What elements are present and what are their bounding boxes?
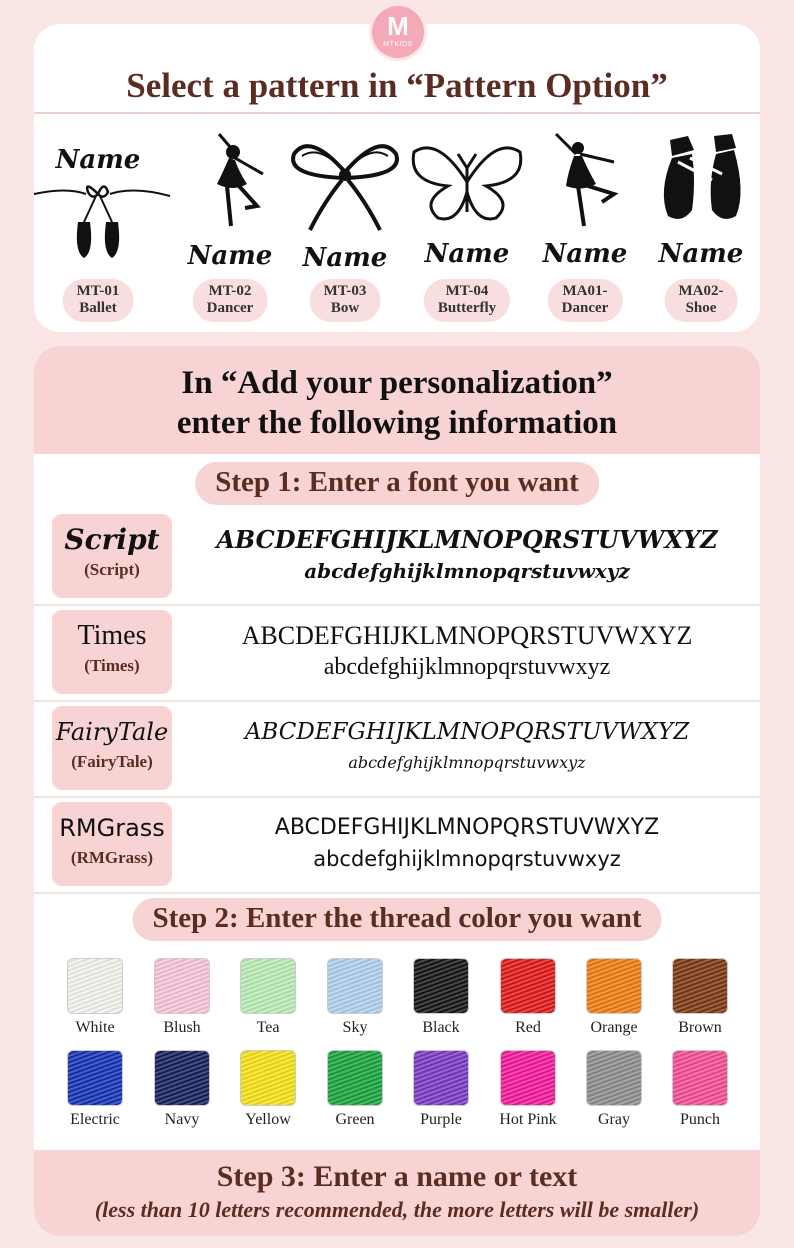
- pattern-option-mt02[interactable]: [171, 132, 289, 322]
- brand-logo: [372, 6, 424, 58]
- thread-spool-icon: [67, 1050, 123, 1106]
- pattern-pill: MT-01 Ballet: [63, 279, 134, 322]
- color-swatch-tea[interactable]: [233, 958, 303, 1038]
- thread-spool-icon: [240, 1050, 296, 1106]
- color-swatch-green[interactable]: [320, 1050, 390, 1130]
- step2-label: Step 2: Enter the thread color you want: [133, 898, 662, 941]
- pointe-shoes-icon: [642, 132, 760, 272]
- separator: [34, 604, 760, 606]
- pattern-option-mt03[interactable]: [286, 132, 404, 322]
- dancer-icon: [171, 132, 289, 272]
- pattern-option-mt01[interactable]: [39, 132, 157, 322]
- color-name: Purple: [420, 1111, 462, 1128]
- step3-section: [34, 1150, 760, 1236]
- thread-spool-icon: [154, 1050, 210, 1106]
- thread-spool-icon: [240, 958, 296, 1014]
- svg-text:Name: Name: [55, 145, 141, 175]
- thread-spool-icon: [154, 958, 210, 1014]
- color-name: Orange: [590, 1019, 638, 1036]
- svg-text:Name: Name: [542, 239, 628, 269]
- personalization-card: [34, 346, 760, 1236]
- personalization-heading: In “Add your personalization” enter the following information: [34, 346, 760, 454]
- step3-label: Step 3: Enter a name or text: [216, 1160, 578, 1193]
- color-swatch-navy[interactable]: [147, 1050, 217, 1130]
- thread-spool-icon: [586, 958, 642, 1014]
- font-sample: ABCDEFGHIJKLMNOPQRSTUVWXYZ abcdefghijklmnopqrstuvwxyz: [241, 621, 693, 680]
- font-sample: ABCDEFGHIJKLMNOPQRSTUVWXYZ abcdefghijklmnopqrstuvwxyz: [244, 719, 690, 772]
- color-name: Brown: [678, 1019, 722, 1036]
- pattern-pill: MA01- Dancer: [548, 279, 623, 322]
- color-swatch-punch[interactable]: [665, 1050, 735, 1130]
- pattern-option-ma02[interactable]: [642, 132, 760, 322]
- color-swatch-black[interactable]: [406, 958, 476, 1038]
- font-label: FairyTale (FairyTale): [52, 706, 172, 790]
- color-name: Green: [335, 1111, 375, 1128]
- thread-spool-icon: [413, 958, 469, 1014]
- font-sample: ABCDEFGHIJKLMNOPQRSTUVWXYZ abcdefghijklmnopqrstuvwxyz: [274, 815, 660, 871]
- pattern-option-mt04[interactable]: [408, 132, 526, 322]
- pattern-pill: MA02- Shoe: [665, 279, 738, 322]
- color-swatch-blush[interactable]: [147, 958, 217, 1038]
- separator: [34, 796, 760, 798]
- font-option-rmgrass[interactable]: [52, 802, 742, 886]
- pattern-pill: MT-02 Dancer: [193, 279, 268, 322]
- brand-name: MTKIDS: [383, 41, 413, 48]
- thread-spool-icon: [500, 1050, 556, 1106]
- dancer-icon: [526, 132, 644, 272]
- font-label: Script (Script): [52, 514, 172, 598]
- font-sample: ABCDEFGHIJKLMNOPQRSTUVWXYZ abcdefghijklmnopqrstuvwxyz: [216, 525, 718, 583]
- color-name: Blush: [163, 1019, 201, 1036]
- thread-spool-icon: [500, 958, 556, 1014]
- thread-spool-icon: [413, 1050, 469, 1106]
- step3-note: (less than 10 letters recommended, the more letters will be smaller): [94, 1197, 700, 1222]
- font-label: Times (Times): [52, 610, 172, 694]
- separator: [34, 700, 760, 702]
- pattern-card: [34, 24, 760, 332]
- pattern-pill: MT-03 Bow: [310, 279, 381, 322]
- brand-mark: M: [387, 11, 409, 41]
- svg-text:Name: Name: [424, 239, 510, 269]
- color-swatch-red[interactable]: [493, 958, 563, 1038]
- pattern-title: Select a pattern in “Pattern Option”: [126, 66, 668, 105]
- color-swatch-sky[interactable]: [320, 958, 390, 1038]
- color-swatch-gray[interactable]: [579, 1050, 649, 1130]
- color-swatch-brown[interactable]: [665, 958, 735, 1038]
- color-name: Electric: [70, 1111, 120, 1128]
- color-swatch-yellow[interactable]: [233, 1050, 303, 1130]
- font-label: RMGrass (RMGrass): [52, 802, 172, 886]
- color-name: Yellow: [245, 1111, 291, 1128]
- svg-text:Name: Name: [658, 239, 744, 269]
- color-swatch-purple[interactable]: [406, 1050, 476, 1130]
- color-name: Navy: [164, 1111, 200, 1128]
- thread-spool-icon: [672, 958, 728, 1014]
- divider: [34, 112, 760, 114]
- thread-spool-icon: [327, 958, 383, 1014]
- separator: [34, 892, 760, 894]
- color-name: Tea: [256, 1019, 280, 1036]
- thread-spool-icon: [672, 1050, 728, 1106]
- color-name: Red: [515, 1019, 541, 1036]
- step1-label: Step 1: Enter a font you want: [195, 462, 599, 505]
- bow-icon: [280, 132, 410, 272]
- color-name: Gray: [598, 1111, 630, 1128]
- pattern-option-ma01[interactable]: [526, 132, 644, 322]
- color-swatch-orange[interactable]: [579, 958, 649, 1038]
- color-swatch-hot-pink[interactable]: [493, 1050, 563, 1130]
- color-name: Black: [422, 1019, 460, 1036]
- color-name: White: [75, 1019, 115, 1036]
- color-name: Punch: [680, 1111, 720, 1128]
- thread-spool-icon: [327, 1050, 383, 1106]
- font-option-script[interactable]: [52, 514, 742, 598]
- pattern-pill: MT-04 Butterfly: [424, 279, 510, 322]
- color-swatch-electric[interactable]: [60, 1050, 130, 1130]
- color-name: Sky: [342, 1019, 368, 1036]
- svg-text:Name: Name: [187, 241, 273, 271]
- color-swatch-white[interactable]: [60, 958, 130, 1038]
- thread-spool-icon: [67, 958, 123, 1014]
- font-option-times[interactable]: [52, 610, 742, 694]
- ballet-shoes-bow-icon: [34, 132, 172, 272]
- color-name: Hot Pink: [499, 1111, 557, 1128]
- butterfly-icon: [408, 132, 526, 272]
- thread-spool-icon: [586, 1050, 642, 1106]
- svg-text:Name: Name: [302, 243, 388, 272]
- font-option-fairytale[interactable]: [52, 706, 742, 790]
